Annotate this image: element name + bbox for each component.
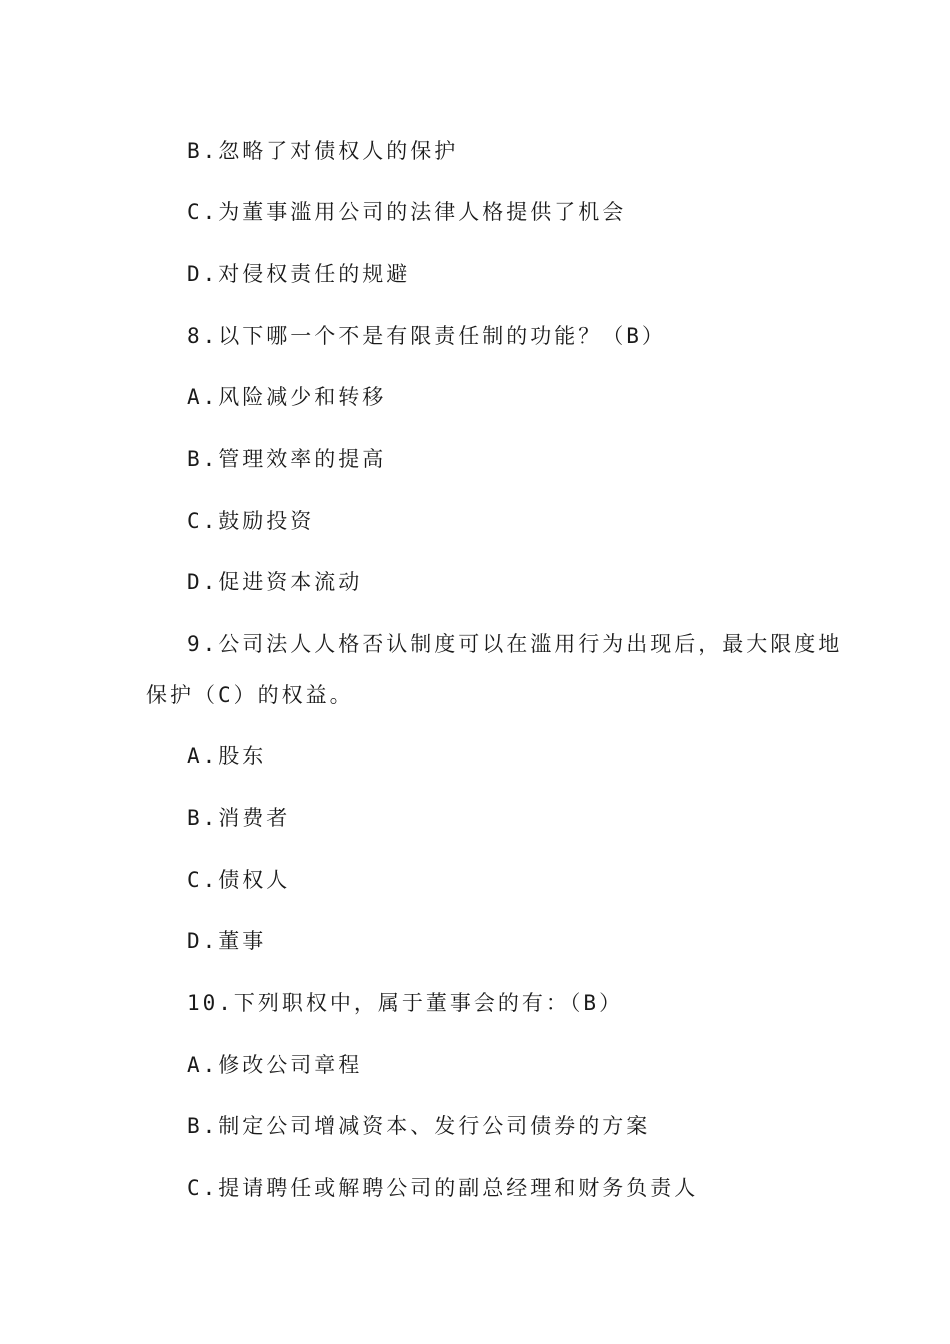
option-10c: C.提请聘任或解聘公司的副总经理和财务负责人 xyxy=(187,1176,699,1200)
option-7c: C.为董事滥用公司的法律人格提供了机会 xyxy=(187,200,627,224)
option-8d: D.促进资本流动 xyxy=(187,570,363,594)
option-9a: A.股东 xyxy=(187,744,267,768)
option-8a: A.风险减少和转移 xyxy=(187,385,387,409)
option-8c: C.鼓励投资 xyxy=(187,509,315,533)
question-9: 9.公司法人人格否认制度可以在滥用行为出现后，最大限度地 xyxy=(187,632,843,656)
question-10: 10.下列职权中，属于董事会的有：（B） xyxy=(187,991,624,1015)
option-8b: B.管理效率的提高 xyxy=(187,447,387,471)
option-7b: B.忽略了对债权人的保护 xyxy=(187,139,459,163)
option-9b: B.消费者 xyxy=(187,806,291,830)
option-10b: B.制定公司增减资本、发行公司债券的方案 xyxy=(187,1114,651,1138)
option-7d: D.对侵权责任的规避 xyxy=(187,262,411,286)
question-9-continued: 保护（C）的权益。 xyxy=(146,683,354,707)
question-8: 8.以下哪一个不是有限责任制的功能？（B） xyxy=(187,324,666,348)
option-9d: D.董事 xyxy=(187,929,267,953)
option-9c: C.债权人 xyxy=(187,868,291,892)
option-10a: A.修改公司章程 xyxy=(187,1053,363,1077)
